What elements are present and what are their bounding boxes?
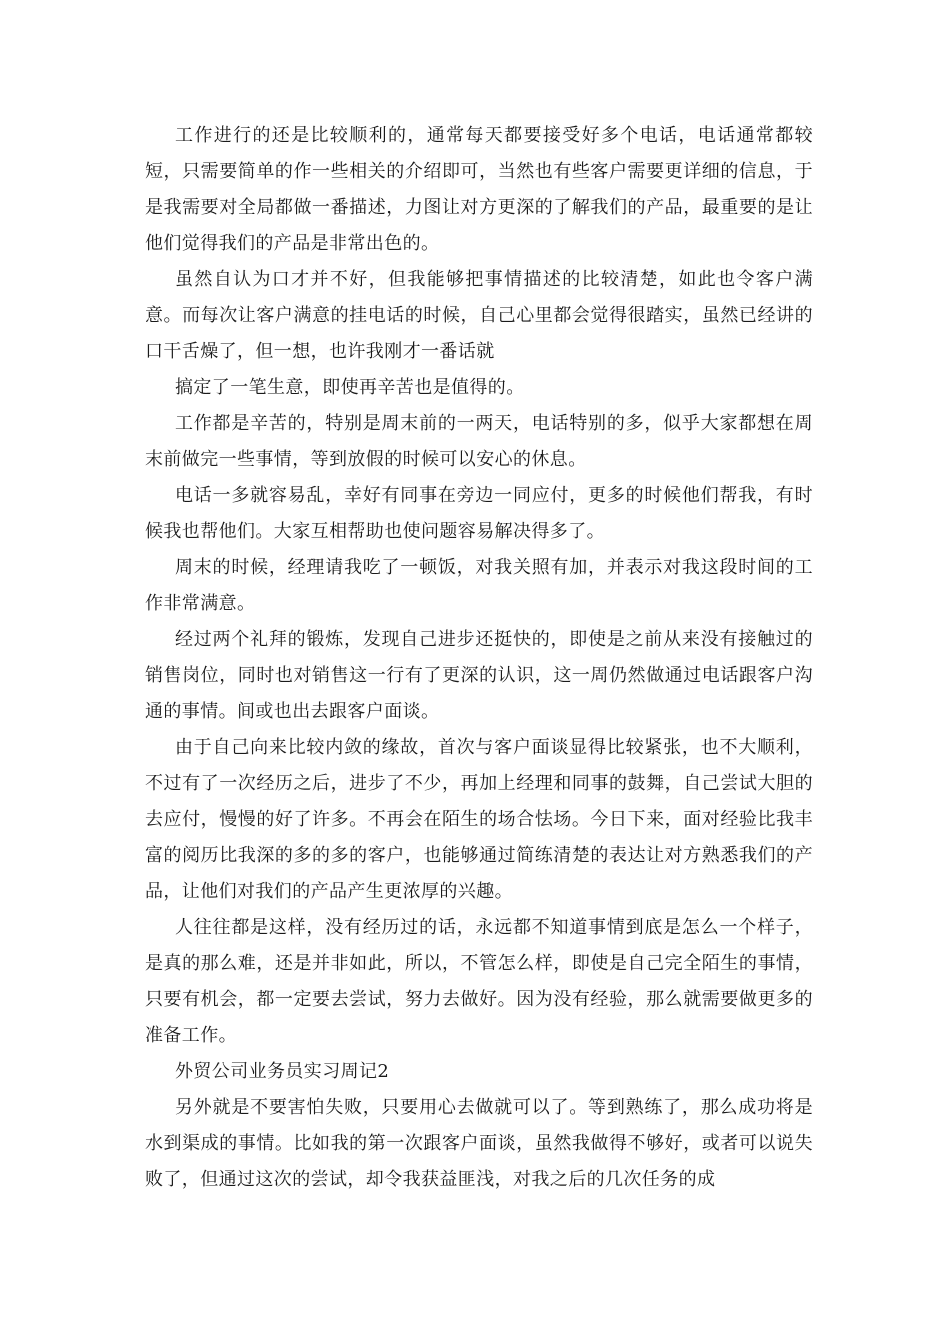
paragraph: 另外就是不要害怕失败，只要用心去做就可以了。等到熟练了，那么成功将是水到渠成的事情。比如我的第一次跟客户面谈，虽然我做得不够好，或者可以说失败了，但通过这次的尝试，却令我获益匪浅，对我之后的几次任务的成 — [145, 1097, 813, 1190]
paragraph: 经过两个礼拜的锻炼，发现自己进步还挺快的，即使是之前从来没有接触过的销售岗位，同时也对销售这一行有了更深的认识，这一周仍然做通过电话跟客户沟通的事情。间或也出去跟客户面谈。 — [145, 629, 813, 722]
paragraph: 搞定了一笔生意，即使再辛苦也是值得的。 — [175, 377, 525, 398]
paragraph: 工作都是辛苦的，特别是周末前的一两天，电话特别的多，似乎大家都想在周末前做完一些事情，等到放假的时候可以安心的休息。 — [145, 413, 813, 470]
paragraph: 由于自己向来比较内敛的缘故，首次与客户面谈显得比较紧张，也不大顺利，不过有了一次经历之后，进步了不少，再加上经理和同事的鼓舞，自己尝试大胆的去应付，慢慢的好了许多。不再会在陌生的场合怯场。今日下来，面对经验比我丰富的阅历比我深的多的多的客户，也能够通过简练清楚的表达让对方熟悉我们的产品，让他们对我们的产品产生更浓厚的兴趣。 — [145, 737, 813, 902]
paragraph: 电话一多就容易乱，幸好有同事在旁边一同应付，更多的时候他们帮我，有时候我也帮他们。大家互相帮助也使问题容易解决得多了。 — [145, 485, 813, 542]
section-heading: 外贸公司业务员实习周记2 — [175, 1061, 390, 1082]
paragraph: 工作进行的还是比较顺利的，通常每天都要接受好多个电话，电话通常都较短，只需要简单的作一些相关的介绍即可，当然也有些客户需要更详细的信息，于是我需要对全局都做一番描述，力图让对方更深的了解我们的产品，最重要的是让他们觉得我们的产品是非常出色的。 — [145, 125, 813, 254]
paragraph: 虽然自认为口才并不好，但我能够把事情描述的比较清楚，如此也令客户满意。而每次让客户满意的挂电话的时候，自己心里都会觉得很踏实，虽然已经讲的口干舌燥了，但一想，也许我刚才一番话就 — [145, 269, 813, 362]
document-page — [145, 118, 813, 1198]
paragraph: 周末的时候，经理请我吃了一顿饭，对我关照有加，并表示对我这段时间的工作非常满意。 — [145, 557, 813, 614]
paragraph: 人往往都是这样，没有经历过的话，永远都不知道事情到底是怎么一个样子，是真的那么难，还是并非如此，所以，不管怎么样，即使是自己完全陌生的事情，只要有机会，都一定要去尝试，努力去做好。因为没有经验，那么就需要做更多的准备工作。 — [145, 917, 813, 1046]
